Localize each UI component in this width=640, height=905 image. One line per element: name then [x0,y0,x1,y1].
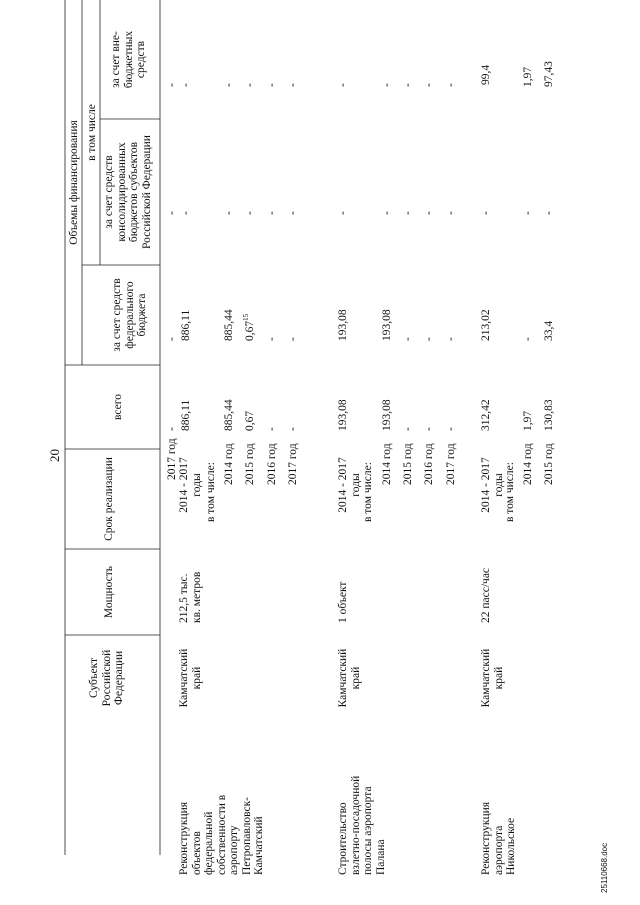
project-2-extra: - [337,83,349,87]
project-3-regional: - [480,211,492,215]
project-3-2015-total: 130,83 [543,399,555,431]
page-number: 20 [47,449,62,462]
project-1-2017-federal: - [287,337,299,341]
project-1-2015-regional: - [244,211,256,215]
project-1-2014-federal: 885,44 [223,309,235,341]
project-3-2015-federal: 33,4 [543,320,555,341]
header-extra: за счет вне- бюджетных средств [110,30,147,89]
project-1-federal: 886,11 [180,309,192,341]
project-2-2014-total: 193,08 [381,399,393,431]
project-1-2017-regional: - [287,211,299,215]
project-2-2016-total: - [423,427,435,431]
project-2-2017-total: - [445,427,457,431]
project-2-2014-regional: - [381,211,393,215]
project-2-2015-total: - [402,427,414,431]
project-1-2017-extra: - [287,83,299,87]
project-3-2014-extra: 1,97 [522,66,534,87]
project-1-2014-term: 2014 год [223,443,235,485]
project-3-total: 312,42 [480,399,492,431]
row-2017-federal: - [166,337,178,341]
project-3-federal: 213,02 [480,309,492,341]
project-1-2014-total: 885,44 [223,399,235,431]
project-1-2014-regional: - [223,211,235,215]
header-funding: Объемы финансирования [68,120,80,245]
project-1-extra: - [180,83,192,87]
header-subject: Субъект Российской Федерации [88,649,125,707]
project-2-regional: - [337,211,349,215]
project-3-term: 2014 - 2017 годы [480,457,505,513]
project-1-2017-total: - [287,427,299,431]
project-3-extra: 99,4 [480,64,492,85]
project-1-regional: - [180,211,192,215]
header-total: всего [112,394,124,420]
project-2-2015-extra: - [402,83,414,87]
row-2017-regional: - [166,211,178,215]
project-3-2014-regional: - [522,211,534,215]
project-3-2015-term: 2015 год [543,443,555,485]
project-2-2016-extra: - [423,83,435,87]
project-2-total: 193,08 [337,399,349,431]
project-1-2014-extra: - [223,83,235,87]
project-1-2016-federal: - [266,337,278,341]
project-2-2014-term: 2014 год [381,443,393,485]
project-1-term: 2014 - 2017 годы [178,457,203,513]
project-2-2016-term: 2016 год [423,443,435,485]
project-1-including: в том числе: [205,462,217,522]
project-2-2016-regional: - [423,211,435,215]
project-3-subject: Камчатский край [480,648,505,708]
project-2-term: 2014 - 2017 годы [337,457,362,513]
project-2-name: Строительство взлетно-посадочной полосы аэропорта Палана [337,775,387,875]
project-2-2015-term: 2015 год [402,443,414,485]
project-3-2015-regional: - [543,211,555,215]
header-including: в том числе [86,104,98,161]
project-2-2016-federal: - [423,337,435,341]
project-1-2015-total: 0,67 [244,410,256,431]
footer-filename: 25110668.doc [600,842,609,893]
project-1-subject: Камчатский край [178,648,203,708]
header-regional: за счет средств консолидированных бюджетов субъектов Российской Федерации [103,135,153,249]
project-3-including: в том числе: [504,462,516,522]
project-2-2017-extra: - [445,83,457,87]
project-3-2014-term: 2014 год [522,443,534,485]
project-1-2016-term: 2016 год [266,443,278,485]
project-2-2015-federal: - [402,337,414,341]
project-1-2015-federal: 0,67$^{15}$ [242,313,256,341]
project-3-capacity: 22 пасс/час [480,567,492,623]
project-3-2014-federal: - [522,337,534,341]
project-1-2017-term: 2017 год [287,443,299,485]
project-2-2017-term: 2017 год [445,443,457,485]
header-term: Срок реализации [103,457,115,541]
project-1-2015-extra: - [244,83,256,87]
project-3-name: Реконструкция аэропорта Никольское [480,801,517,875]
project-2-including: в том числе: [362,462,374,522]
project-2-subject: Камчатский край [337,648,362,708]
project-3-2014-total: 1,97 [522,410,534,431]
project-2-2017-regional: - [445,211,457,215]
row-2017-total: - [166,427,178,431]
project-1-2016-extra: - [266,83,278,87]
project-2-2017-federal: - [445,337,457,341]
project-1-2016-total: - [266,427,278,431]
project-1-capacity: 212,5 тыс. кв. метров [178,571,203,623]
project-1-2016-regional: - [266,211,278,215]
header-federal: за счет средств федерального бюджета [111,278,148,352]
project-2-capacity: 1 объект [337,581,349,623]
project-1-total: 886,11 [180,399,192,431]
project-2-2014-extra: - [381,83,393,87]
project-2-2014-federal: 193,08 [381,309,393,341]
project-1-2015-term: 2015 год [244,443,256,485]
footnote-marker: 15 [242,313,251,321]
project-2-federal: 193,08 [337,309,349,341]
header-capacity: Мощность [103,565,115,619]
project-1-name: Реконструкция объектов федеральной собственности в аэропорту Петропавловск- Камчатский [178,794,265,875]
row-2017-term: 2017 год [166,438,178,480]
project-2-2015-regional: - [402,211,414,215]
project-3-2015-extra: 97,43 [543,61,555,87]
row-2017-extra: - [166,83,178,87]
